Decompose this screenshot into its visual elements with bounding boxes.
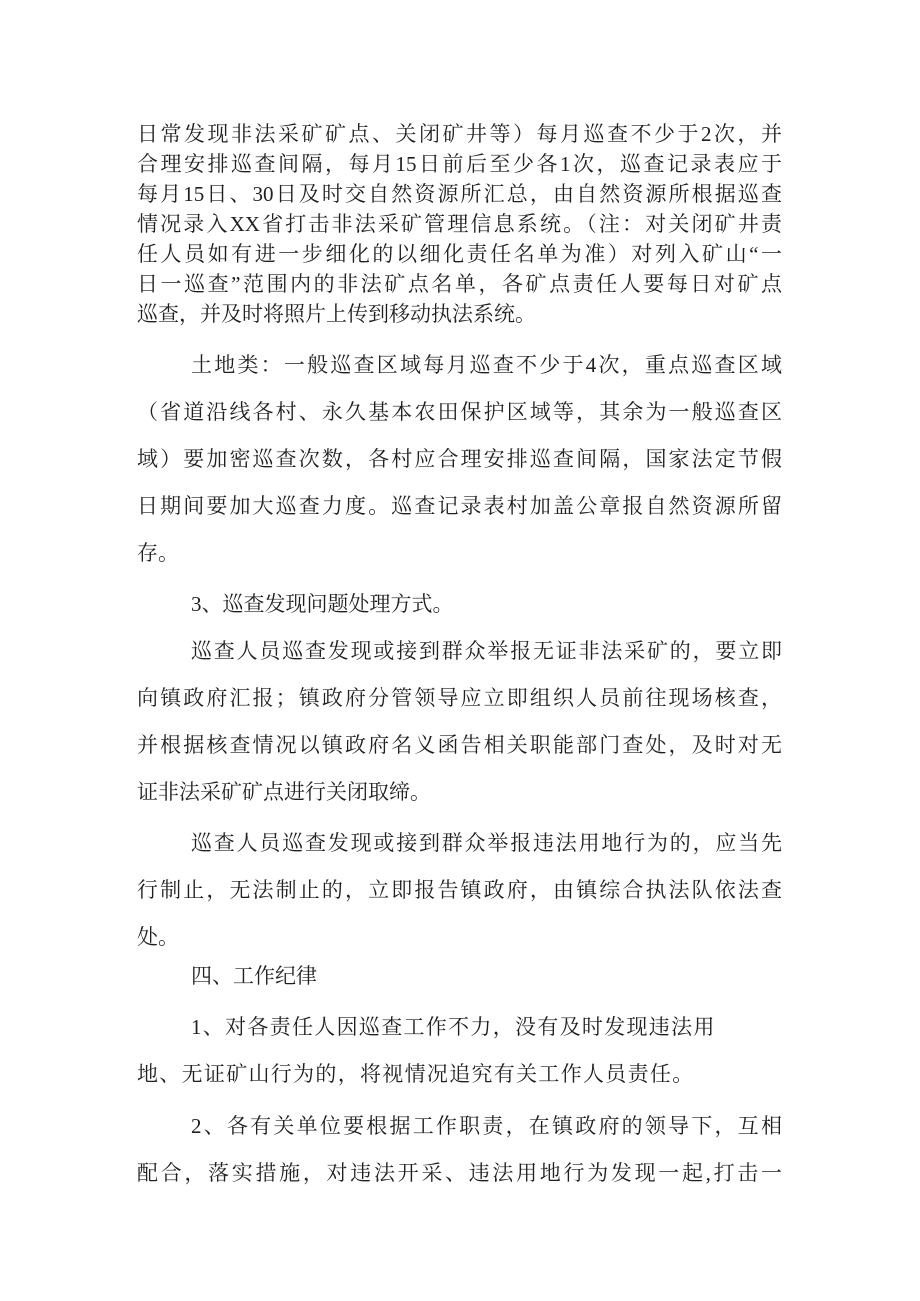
section-heading-work-discipline [137, 961, 782, 991]
text-line: 地、无证矿山行为的，将视情况追究有关工作人员责任。 [137, 1062, 695, 1086]
text-line: 处。 [137, 925, 179, 949]
paragraph-illegal-land-use-handling [137, 820, 782, 961]
text-line: （省道沿线各村、永久基本农田保护区域等，其余为一般巡查区 [137, 400, 782, 424]
heading-line: 四、工作纪律 [191, 964, 317, 988]
text-line: 3、巡查发现问题处理方式。 [191, 592, 454, 616]
text-line: 巡查，并及时将照片上传到移动执法系统。 [137, 302, 536, 326]
text-line: 域）要加密巡查次数，各村应合理安排巡查间隔，国家法定节假 [137, 447, 782, 471]
text-line: 日常发现非法采矿矿点、关闭矿井等）每月巡查不少于2次，并 [137, 122, 782, 146]
numbered-item-3 [137, 581, 782, 628]
text-line: 向镇政府汇报；镇政府分管领导应立即组织人员前往现场核查， [137, 686, 782, 710]
text-line: 并根据核查情况以镇政府名义函告相关职能部门查处，及时对无 [137, 733, 782, 757]
text-line: 1、对各责任人因巡查工作不力，没有及时发现违法用 [191, 1015, 716, 1039]
text-line: 日期间要加大巡查力度。巡查记录表村加盖公章报自然资源所留 [137, 494, 782, 518]
text-line: 每月15日、30日及时交自然资源所汇总，由自然资源所根据巡查 [137, 182, 782, 206]
text-line: 行制止，无法制止的，立即报告镇政府，由镇综合执法队依法查 [137, 878, 782, 902]
text-line: 巡查人员巡查发现或接到群众举报违法用地行为的，应当先 [191, 831, 782, 855]
text-line: 合理安排巡查间隔，每月15日前后至少各1次，巡查记录表应于 [137, 152, 782, 176]
text-line: 配合，落实措施，对违法开采、违法用地行为发现一起,打击一 [137, 1161, 782, 1185]
text-line: 存。 [137, 541, 179, 565]
text-line: 土地类：一般巡查区域每月巡查不少于4次，重点巡查区域 [191, 353, 782, 377]
paragraph-illegal-mining-handling [137, 628, 782, 816]
document-body [137, 0, 782, 1197]
text-line: 2、各有关单位要根据工作职责，在镇政府的领导下，互相 [191, 1114, 782, 1138]
paragraph-land-category [137, 342, 782, 577]
paragraph-continuation [137, 119, 782, 329]
numbered-item-1 [137, 1004, 782, 1098]
text-line: 任人员如有进一步细化的以细化责任名单为准）对列入矿山“一 [137, 242, 782, 266]
text-line: 日一巡查”范围内的非法矿点名单，各矿点责任人要每日对矿点 [137, 272, 782, 296]
text-line: 证非法采矿矿点进行关闭取缔。 [137, 780, 431, 804]
numbered-item-2 [137, 1103, 782, 1197]
text-line: 情况录入XX省打击非法采矿管理信息系统。（注：对关闭矿井责 [137, 212, 782, 236]
text-line: 巡查人员巡查发现或接到群众举报无证非法采矿的，要立即 [191, 639, 782, 663]
